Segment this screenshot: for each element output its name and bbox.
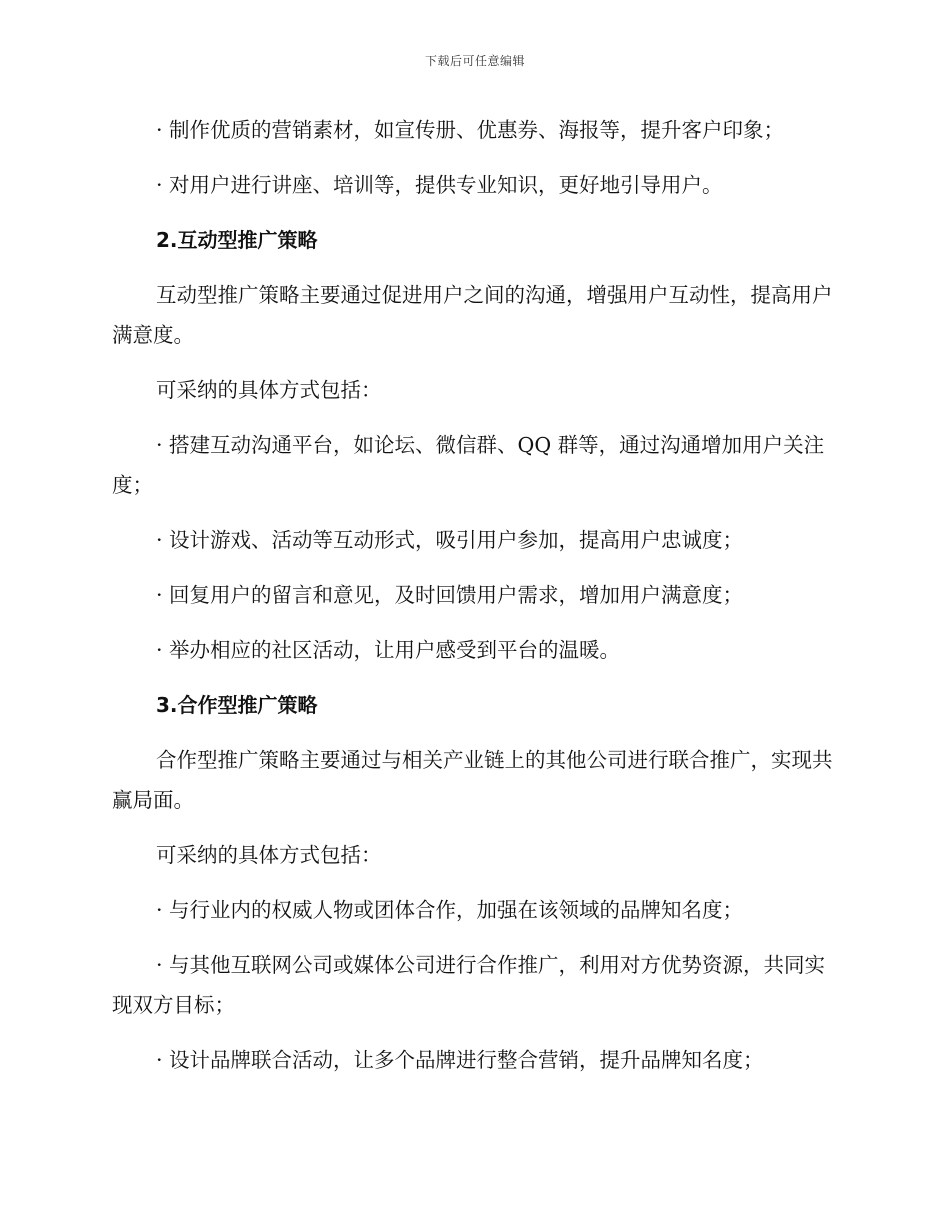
bullet-paragraph: · 设计品牌联合活动，让多个品牌进行整合营销，提升品牌知名度；	[156, 1048, 764, 1072]
body-paragraph: 互动型推广策略主要通过促进用户之间的沟通，增强用户互动性，提高用户满意度。	[112, 283, 833, 347]
document-body	[112, 110, 838, 1080]
bullet-paragraph: · 与行业内的权威人物或团体合作，加强在该领域的品牌知名度；	[156, 898, 744, 922]
bullet-paragraph: · 与其他互联网公司或媒体公司进行合作推广，利用对方优势资源，共同实现双方目标；	[112, 953, 826, 1017]
section-heading: 3.合作型推广策略	[156, 693, 318, 717]
section-heading: 2.互动型推广策略	[156, 228, 318, 252]
body-paragraph: 可采纳的具体方式包括：	[156, 843, 382, 867]
page-header: 下载后可任意编辑	[424, 54, 525, 68]
body-paragraph: 可采纳的具体方式包括：	[156, 378, 382, 402]
body-paragraph: 合作型推广策略主要通过与相关产业链上的其他公司进行联合推广，实现共赢局面。	[112, 748, 833, 812]
bullet-paragraph: · 制作优质的营销素材，如宣传册、优惠券、海报等，提升客户印象；	[156, 118, 785, 142]
bullet-paragraph: · 搭建互动沟通平台，如论坛、微信群、QQ 群等，通过沟通增加用户关注度；	[112, 433, 825, 497]
bullet-paragraph: · 举办相应的社区活动，让用户感受到平台的温暖。	[156, 638, 621, 662]
bullet-paragraph: · 对用户进行讲座、培训等，提供专业知识，更好地引导用户。	[156, 173, 723, 197]
bullet-paragraph: · 回复用户的留言和意见，及时回馈用户需求，增加用户满意度；	[156, 583, 744, 607]
bullet-paragraph: · 设计游戏、活动等互动形式，吸引用户参加，提高用户忠诚度；	[156, 528, 744, 552]
